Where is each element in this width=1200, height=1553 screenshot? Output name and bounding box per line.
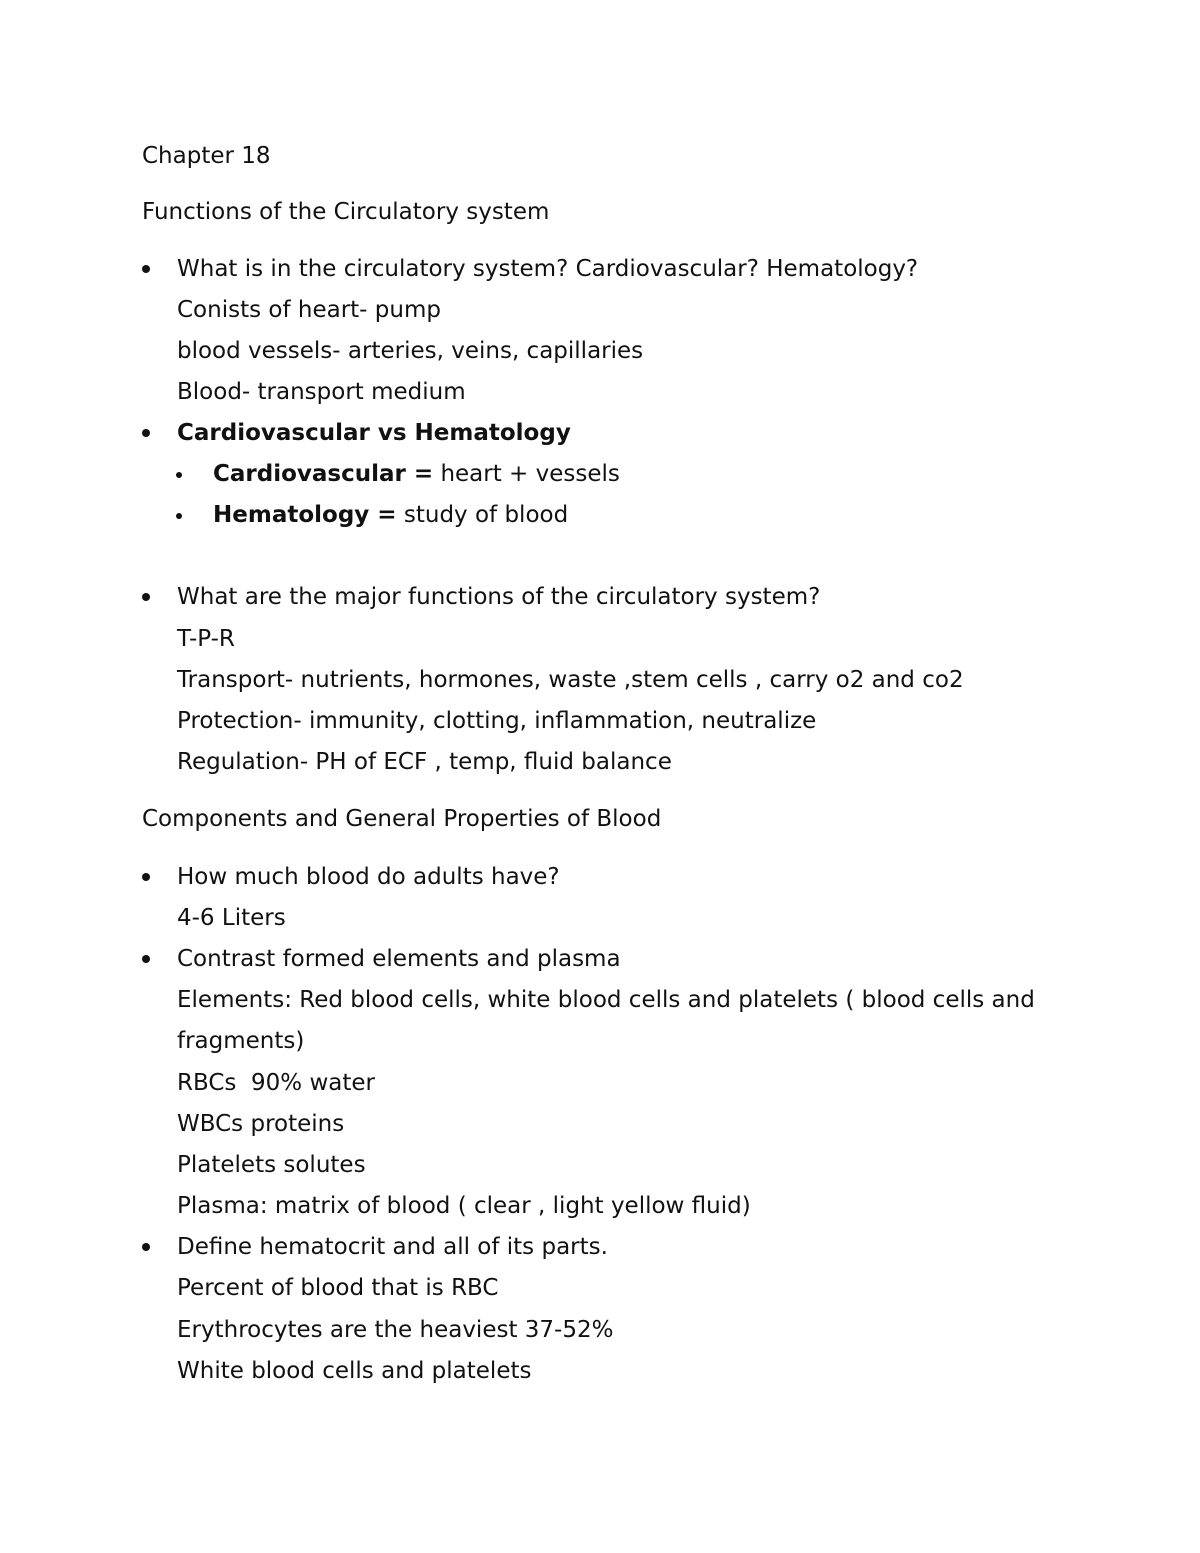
answer-line: Plasma: matrix of blood ( clear , light yellow fluid): [177, 1193, 751, 1219]
answer-line: Elements: Red blood cells, white blood cells and platelets ( blood cells and: [177, 987, 1035, 1013]
answer-line: T-P-R: [177, 626, 235, 652]
section-heading-components: Components and General Properties of Blood: [142, 806, 662, 832]
chapter-title: Chapter 18: [142, 143, 271, 169]
bullet-icon: [142, 429, 150, 437]
bullet-question: Define hematocrit and all of its parts.: [177, 1234, 608, 1260]
answer-line: Conists of heart- pump: [177, 297, 441, 323]
answer-line: Platelets solutes: [177, 1152, 366, 1178]
definition: study of blood: [396, 502, 569, 528]
bullet-question: Cardiovascular vs Hematology: [177, 420, 571, 446]
bullet-question: What are the major functions of the circulatory system?: [177, 584, 821, 610]
answer-line: Protection- immunity, clotting, inflammation, neutralize: [177, 708, 817, 734]
answer-line: Transport- nutrients, hormones, waste ,stem cells , carry o2 and co2: [177, 667, 964, 693]
bullet-icon: [142, 1243, 150, 1251]
sub-bullet-item: [213, 501, 568, 529]
answer-line: White blood cells and platelets: [177, 1358, 532, 1384]
answer-line: fragments): [177, 1028, 305, 1054]
answer-line: Erythrocytes are the heaviest 37-52%: [177, 1317, 614, 1343]
term: Hematology =: [213, 502, 397, 528]
answer-line: Blood- transport medium: [177, 379, 466, 405]
bullet-question: Contrast formed elements and plasma: [177, 946, 621, 972]
answer-line: Regulation- PH of ECF , temp, fluid balance: [177, 749, 672, 775]
sub-bullet-item: [213, 460, 620, 488]
answer-line: Percent of blood that is RBC: [177, 1275, 499, 1301]
bullet-icon: [142, 873, 150, 881]
bullet-question: How much blood do adults have?: [177, 864, 560, 890]
answer-line: 4-6 Liters: [177, 905, 286, 931]
sub-bullet-icon: [176, 513, 182, 519]
definition: heart + vessels: [433, 461, 620, 487]
term: Cardiovascular =: [213, 461, 434, 487]
section-heading-functions: Functions of the Circulatory system: [142, 199, 550, 225]
bullet-question: What is in the circulatory system? Cardiovascular? Hematology?: [177, 256, 919, 282]
answer-line: WBCs proteins: [177, 1111, 345, 1137]
bullet-icon: [142, 593, 150, 601]
bullet-icon: [142, 955, 150, 963]
answer-line: blood vessels- arteries, veins, capillaries: [177, 338, 644, 364]
bullet-icon: [142, 265, 150, 273]
sub-bullet-icon: [176, 472, 182, 478]
answer-line: RBCs 90% water: [177, 1070, 375, 1096]
